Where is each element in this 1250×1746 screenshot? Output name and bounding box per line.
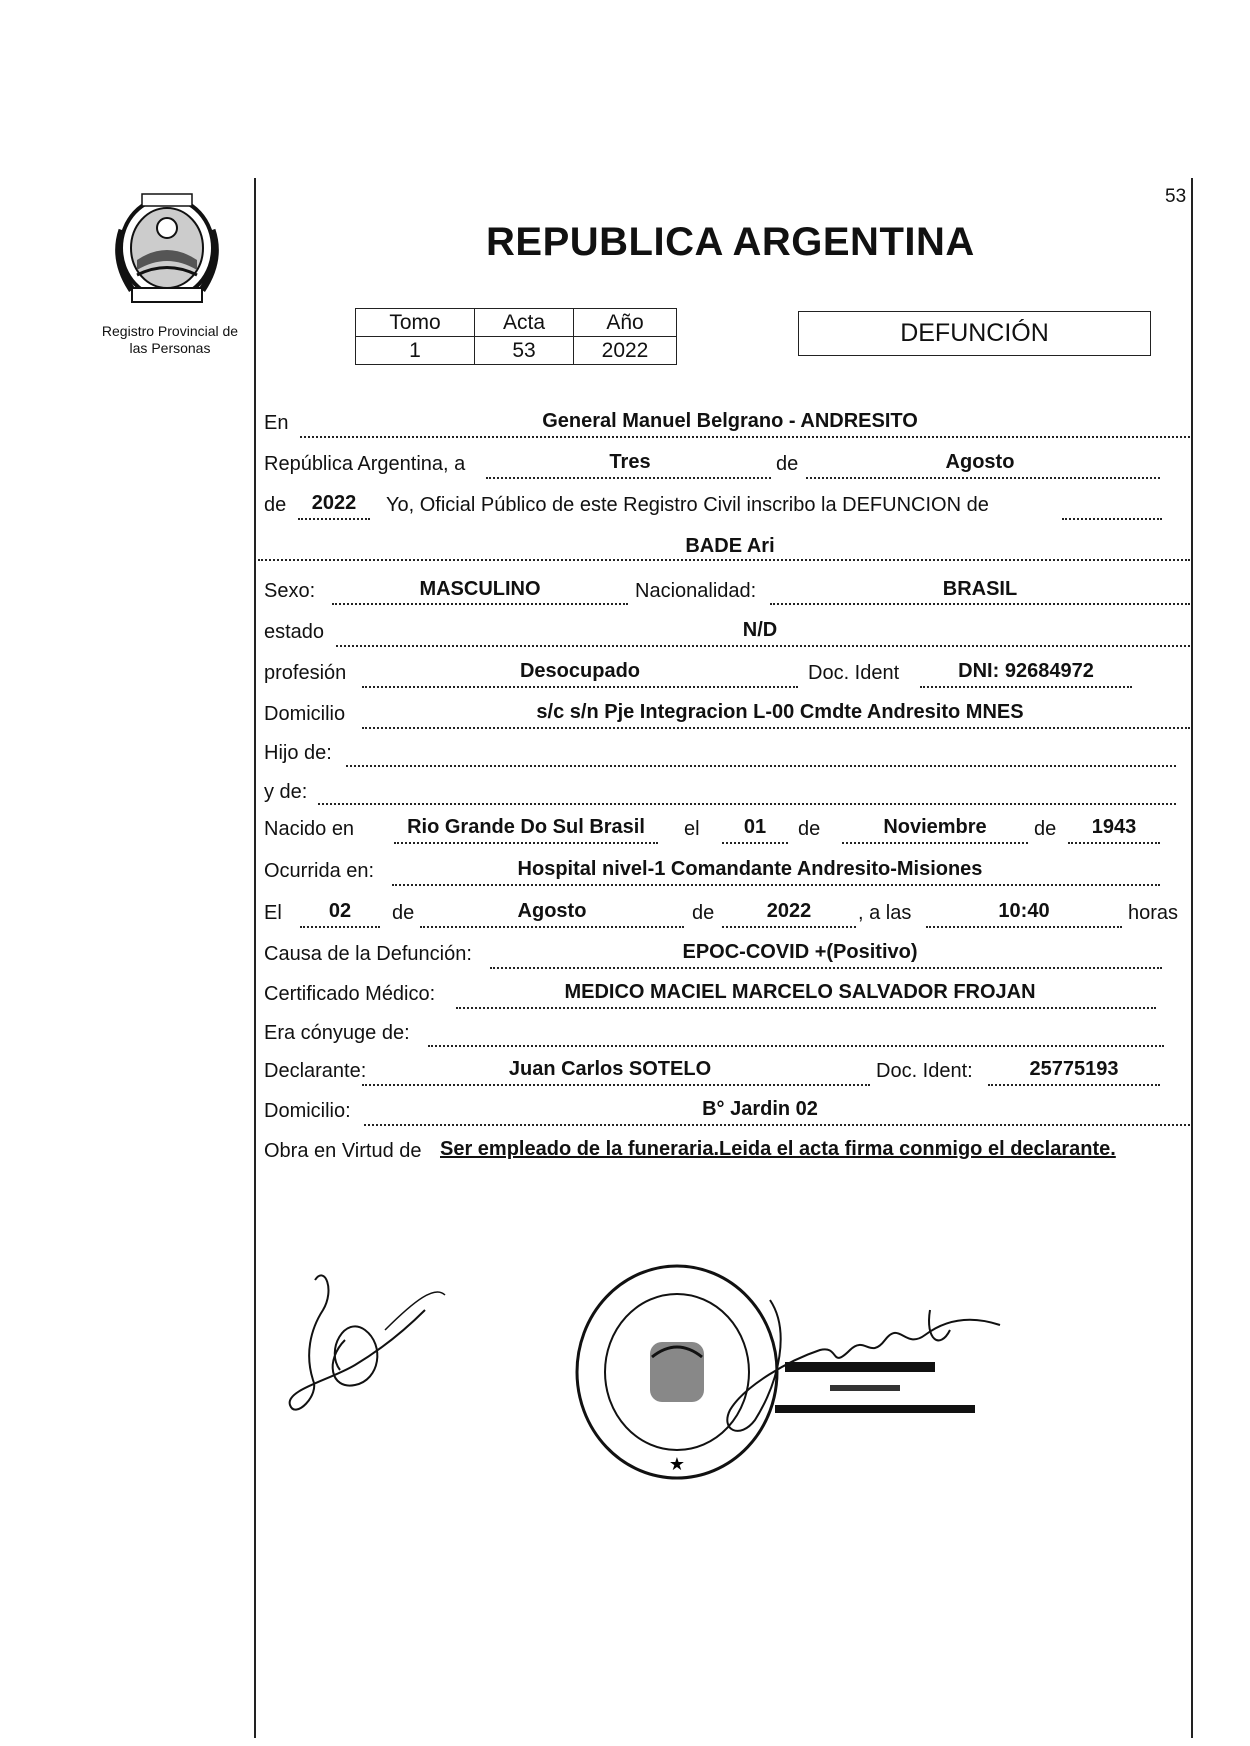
label-de3: de: [798, 818, 821, 840]
value-sexo: MASCULINO: [419, 578, 541, 600]
reference-table: [355, 308, 677, 365]
value-dni: DNI: 92684972: [958, 660, 1094, 682]
label-doc-ident2: Doc. Ident:: [876, 1060, 973, 1082]
label-de5: de: [392, 902, 415, 924]
label-de2: de: [264, 494, 287, 516]
value-mes: Agosto: [945, 451, 1015, 473]
label-certificado: Certificado Médico:: [264, 983, 436, 1005]
value-def-mes: Agosto: [517, 900, 587, 922]
dotted-line: [258, 559, 1190, 561]
value-declarante: Juan Carlos SOTELO: [508, 1058, 712, 1080]
tomo-header: Tomo: [356, 309, 475, 337]
value-profesion: Desocupado: [519, 660, 641, 682]
registry-label-line1: Registro Provincial de: [101, 323, 239, 339]
label-obra: Obra en Virtud de: [264, 1140, 422, 1162]
label-hijo-de: Hijo de:: [264, 742, 332, 764]
dotted-line: [336, 645, 1190, 647]
registry-label-line2: las Personas: [129, 340, 211, 356]
value-def-hora: 10:40: [998, 900, 1050, 922]
dotted-line: [920, 686, 1132, 688]
label-de4: de: [1034, 818, 1057, 840]
left-margin-rule: [254, 178, 256, 1738]
value-declarante-doc: 25775193: [1029, 1058, 1119, 1080]
label-a-las: , a las: [858, 902, 912, 924]
dotted-line: [926, 926, 1122, 928]
value-estado: N/D: [742, 619, 778, 641]
dotted-line: [428, 1045, 1164, 1047]
label-declarante: Declarante:: [264, 1060, 367, 1082]
dotted-line: [392, 884, 1160, 886]
value-ocurrida-en: Hospital nivel-1 Comandante Andresito-Misiones: [517, 858, 983, 880]
label-causa: Causa de la Defunción:: [264, 943, 472, 965]
registry-label: [85, 323, 255, 357]
dotted-line: [362, 727, 1190, 729]
dotted-line: [456, 1007, 1156, 1009]
label-el2: El: [264, 902, 282, 924]
dotted-line: [332, 603, 628, 605]
dotted-line: [300, 436, 1190, 438]
value-def-anio: 2022: [766, 900, 812, 922]
label-domicilio: Domicilio: [264, 703, 346, 725]
dotted-line: [988, 1084, 1160, 1086]
dotted-line: [394, 842, 658, 844]
anio-value: 2022: [574, 337, 677, 365]
page-number: 53: [1165, 186, 1187, 207]
value-certificado: MEDICO MACIEL MARCELO SALVADOR FROJAN: [564, 981, 1036, 1003]
label-domicilio2: Domicilio:: [264, 1100, 351, 1122]
value-nac-anio: 1943: [1091, 816, 1137, 838]
label-y-de: y de:: [264, 781, 308, 803]
dotted-line: [842, 842, 1028, 844]
label-conyuge: Era cónyuge de:: [264, 1022, 410, 1044]
label-nacionalidad: Nacionalidad:: [635, 580, 757, 602]
value-nacionalidad: BRASIL: [942, 578, 1018, 600]
value-nacido-en: Rio Grande Do Sul Brasil: [407, 816, 645, 838]
provincia-misiones-seal-icon: [112, 190, 222, 308]
dotted-line: [722, 926, 856, 928]
dotted-line: [1062, 518, 1162, 520]
label-de6: de: [692, 902, 715, 924]
value-nombre: BADE Ari: [685, 535, 775, 557]
acta-value: 53: [475, 337, 574, 365]
label-doc-ident: Doc. Ident: [808, 662, 900, 684]
label-nacido-en: Nacido en: [264, 818, 355, 840]
dotted-line: [318, 803, 1176, 805]
label-yo: Yo, Oficial Público de este Registro Civil inscribo la DEFUNCION de: [386, 494, 989, 516]
label-estado: estado: [264, 621, 325, 643]
dotted-line: [362, 686, 798, 688]
value-declarante-domicilio: B° Jardin 02: [702, 1098, 818, 1120]
document-title: REPUBLICA ARGENTINA: [486, 220, 975, 264]
official-signature: [700, 1290, 1030, 1450]
dotted-line: [362, 1084, 870, 1086]
value-domicilio: s/c s/n Pje Integracion L-00 Cmdte Andresito MNES: [536, 701, 1024, 723]
value-causa: EPOC-COVID +(Positivo): [682, 941, 918, 963]
dotted-line: [490, 967, 1162, 969]
record-type-box: DEFUNCIÓN: [798, 311, 1151, 356]
tomo-value: 1: [356, 337, 475, 365]
label-el: el: [684, 818, 700, 840]
dotted-line: [486, 477, 771, 479]
dotted-line: [722, 842, 788, 844]
dotted-line: [420, 926, 684, 928]
label-en: En: [264, 412, 289, 434]
acta-header: Acta: [475, 309, 574, 337]
label-horas: horas: [1128, 902, 1179, 924]
value-def-dia: 02: [328, 900, 352, 922]
declarant-signature: [285, 1270, 455, 1430]
anio-header: Año: [574, 309, 677, 337]
dotted-line: [364, 1124, 1190, 1126]
label-republica: República Argentina, a: [264, 453, 466, 475]
dotted-line: [300, 926, 380, 928]
value-dia: Tres: [609, 451, 651, 473]
dotted-line: [1068, 842, 1160, 844]
value-nac-dia: 01: [743, 816, 767, 838]
dotted-line: [770, 603, 1190, 605]
label-profesion: profesión: [264, 662, 347, 684]
dotted-line: [806, 477, 1160, 479]
label-ocurrida-en: Ocurrida en:: [264, 860, 375, 882]
label-de1: de: [776, 453, 799, 475]
value-lugar: General Manuel Belgrano - ANDRESITO: [542, 410, 918, 432]
right-margin-rule: [1191, 178, 1193, 1738]
value-anio: 2022: [311, 492, 357, 514]
svg-text:★: ★: [668, 1454, 686, 1475]
value-obra: Ser empleado de la funeraria.Leida el acta firma conmigo el declarante.: [440, 1138, 1116, 1160]
dotted-line: [298, 518, 370, 520]
value-nac-mes: Noviembre: [883, 816, 987, 838]
label-sexo: Sexo:: [264, 580, 316, 602]
dotted-line: [346, 765, 1176, 767]
